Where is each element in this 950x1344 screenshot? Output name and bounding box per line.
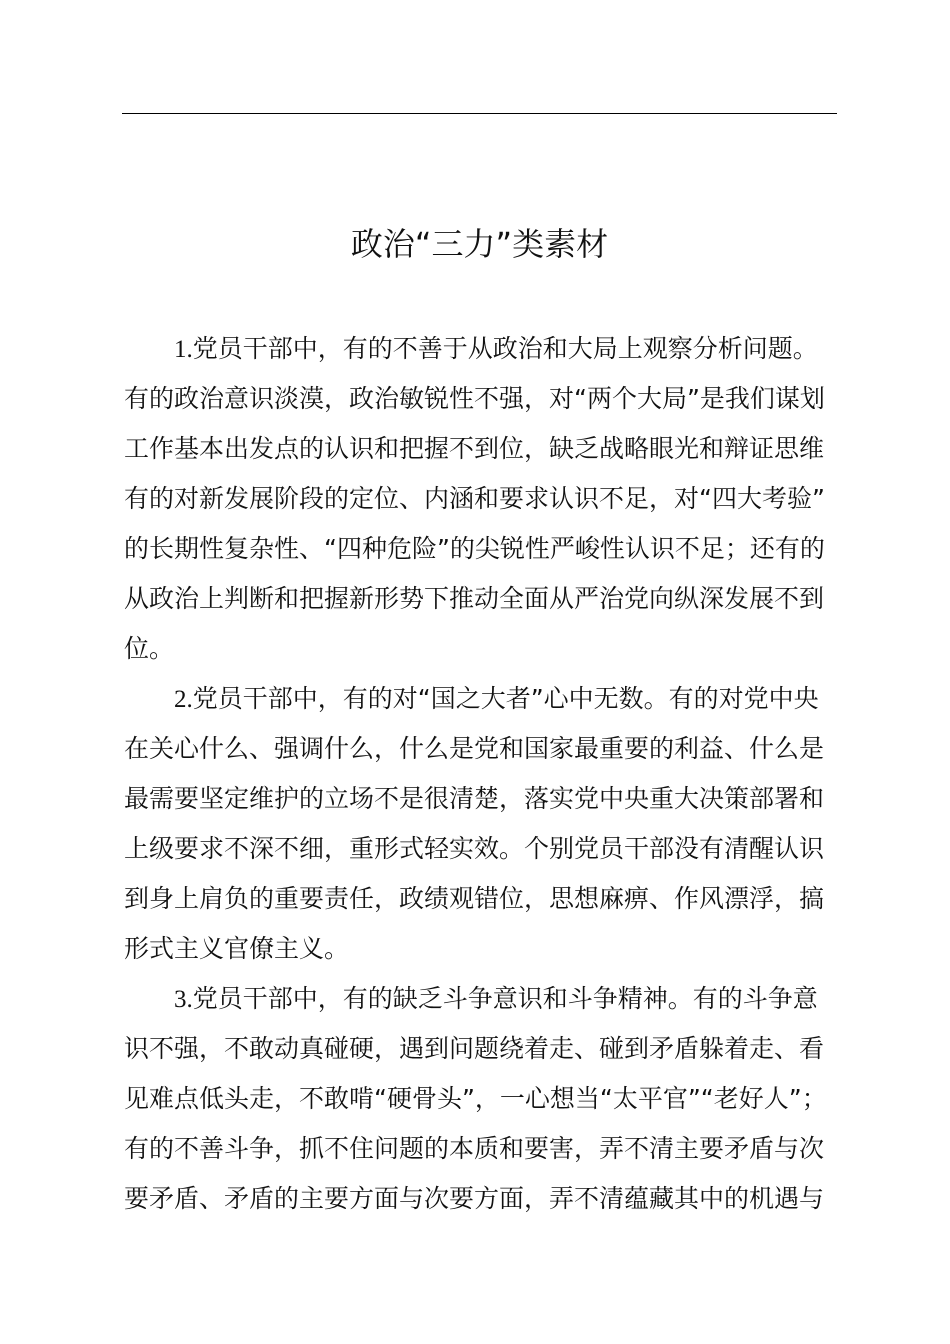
- paragraph-line: [124, 674, 840, 724]
- paragraph-line: 有的政治意识淡漠，政治敏锐性不强，对“两个大局”是我们谋划: [124, 384, 825, 413]
- paragraph-number: 1.: [174, 336, 193, 363]
- document-title: 政治“三力”类素材: [350, 225, 609, 263]
- line-text: 党员干部中，有的对“国之大者”心中无数。有的对党中央: [192, 684, 819, 713]
- paragraph-line: 要矛盾、矛盾的主要方面与次要方面，弄不清蕴藏其中的机遇与: [124, 1184, 825, 1213]
- paragraph-line: 最需要坚定维护的立场不是很清楚，落实党中央重大决策部署和: [124, 784, 825, 813]
- paragraph-line: 形式主义官僚主义。: [124, 934, 350, 963]
- paragraph-line: [124, 324, 840, 374]
- header-rule: [122, 113, 837, 114]
- paragraph-number: 3.: [174, 986, 193, 1013]
- paragraph-1: [124, 324, 840, 674]
- paragraph-line: 位。: [124, 634, 175, 663]
- paragraph-2: [124, 674, 840, 974]
- paragraph-line: 的长期性复杂性、“四种危险”的尖锐性严峻性认识不足；还有的: [124, 534, 825, 563]
- paragraph-line: 有的对新发展阶段的定位、内涵和要求认识不足，对“四大考验”: [124, 484, 825, 513]
- paragraph-line: 有的不善斗争，抓不住问题的本质和要害，弄不清主要矛盾与次: [124, 1134, 825, 1163]
- paragraph-line: 在关心什么、强调什么，什么是党和国家最重要的利益、什么是: [124, 734, 825, 763]
- paragraph-line: 到身上肩负的重要责任，政绩观错位，思想麻痹、作风漂浮，搞: [124, 884, 825, 913]
- paragraph-line: 工作基本出发点的认识和把握不到位，缺乏战略眼光和辩证思维: [124, 434, 825, 463]
- document-body: [124, 324, 840, 1224]
- paragraph-3: [124, 974, 840, 1224]
- line-text: 党员干部中，有的不善于从政治和大局上观察分析问题。: [192, 334, 818, 363]
- line-text: 党员干部中，有的缺乏斗争意识和斗争精神。有的斗争意: [192, 984, 818, 1013]
- paragraph-line: [124, 974, 840, 1024]
- paragraph-line: 从政治上判断和把握新形势下推动全面从严治党向纵深发展不到: [124, 584, 825, 613]
- paragraph-line: 上级要求不深不细，重形式轻实效。个别党员干部没有清醒认识: [124, 834, 825, 863]
- paragraph-line: 见难点低头走，不敢啃“硬骨头”，一心想当“太平官”“老好人”；: [124, 1084, 827, 1113]
- paragraph-line: 识不强，不敢动真碰硬，遇到问题绕着走、碰到矛盾躲着走、看: [124, 1034, 825, 1063]
- paragraph-number: 2.: [174, 686, 193, 713]
